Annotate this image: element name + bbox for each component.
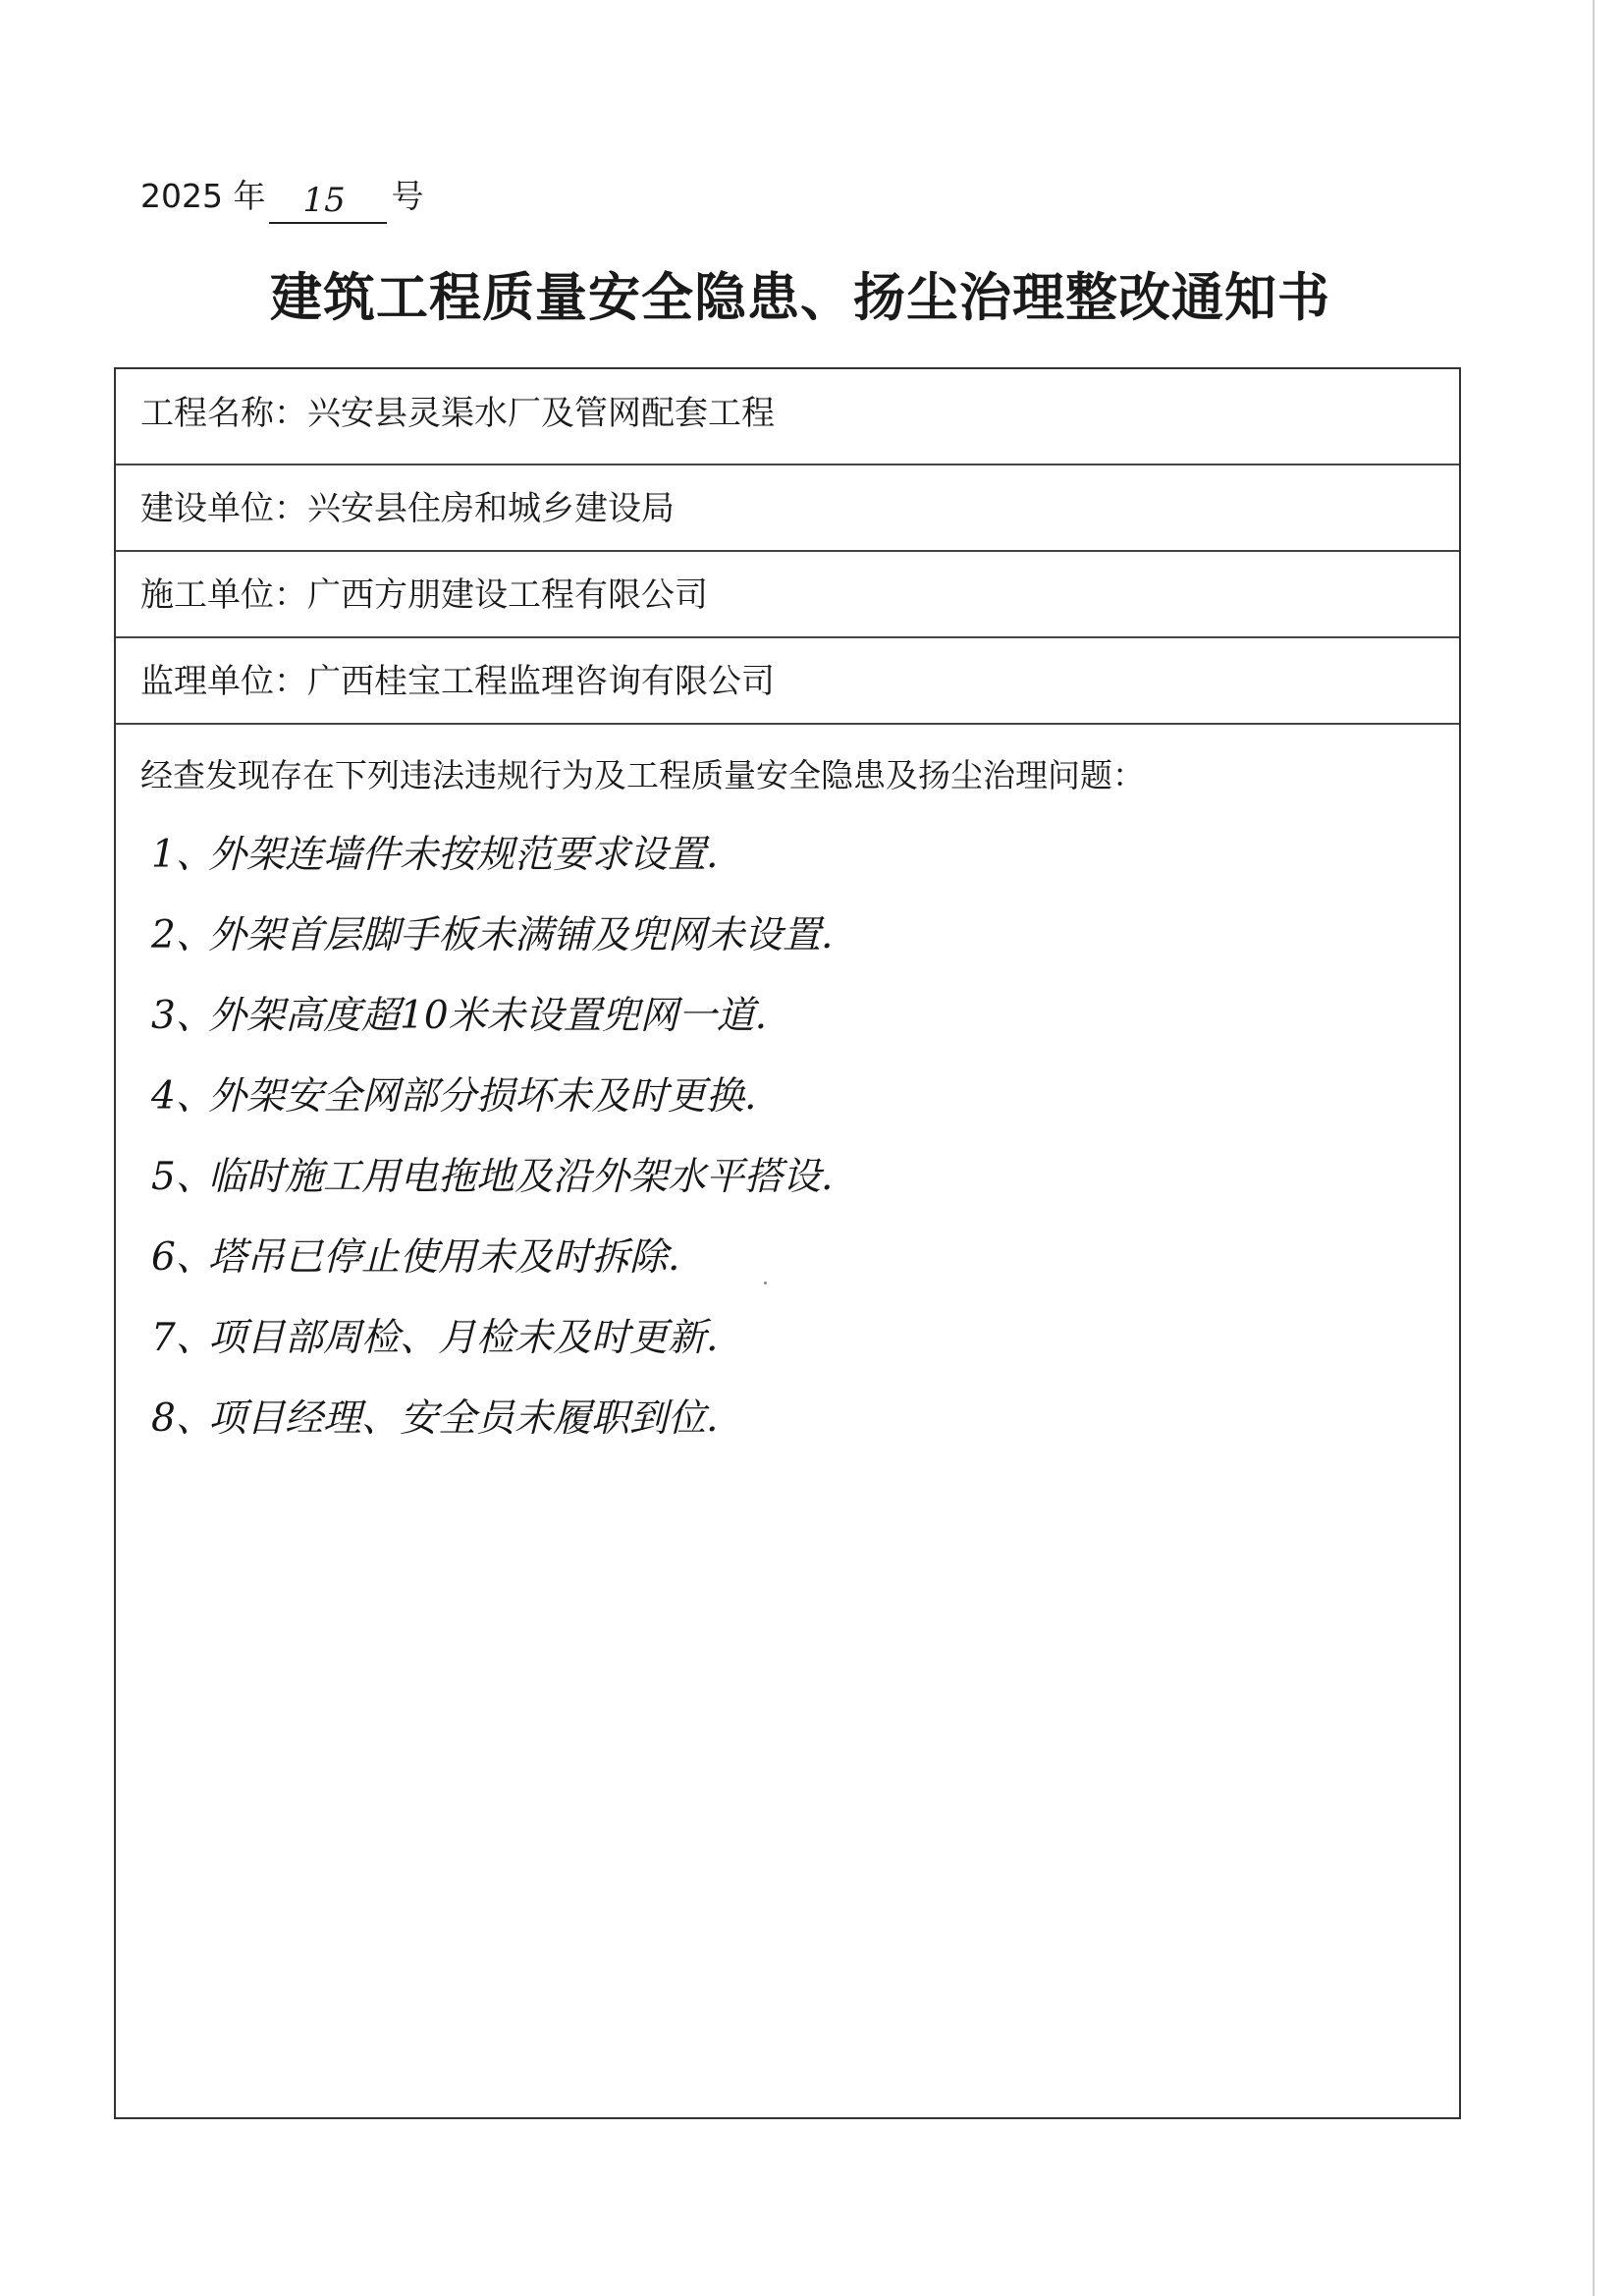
- field-contractor: [116, 552, 1459, 638]
- issue-item: [151, 1137, 833, 1218]
- issue-number: 2、: [151, 913, 214, 957]
- document-year: 2025 年: [140, 177, 266, 215]
- issue-number: 1、: [151, 833, 214, 877]
- document-number: [140, 169, 423, 224]
- issue-text: 项目经理、安全员未履职到位.: [208, 1396, 719, 1441]
- issue-text: 外架首层脚手板未满铺及兜网未设置.: [208, 913, 834, 957]
- issue-text: 外架安全网部分损坏未及时更换.: [208, 1074, 757, 1119]
- issue-text: 外架高度超10米未设置兜网一道.: [208, 994, 768, 1038]
- notice-form: [114, 367, 1461, 2119]
- document-title: 建筑工程质量安全隐患、扬尘治理整改通知书: [270, 267, 1330, 328]
- issue-number: 5、: [151, 1155, 214, 1199]
- document-number-handwritten: 15: [302, 181, 346, 220]
- issue-item: [151, 1379, 833, 1459]
- issues-intro: 经查发现存在下列违法违规行为及工程质量安全隐患及扬尘治理问题：: [140, 756, 1145, 794]
- field-label: 建设单位：: [140, 489, 307, 528]
- page-edge-line: [1593, 0, 1595, 2296]
- field-project-name: [116, 369, 1459, 465]
- issue-item: [151, 1298, 833, 1379]
- field-value: 广西桂宝工程监理咨询有限公司: [307, 662, 775, 701]
- field-construction-unit: [116, 465, 1459, 552]
- field-label: 监理单位：: [140, 662, 307, 701]
- issue-number: 4、: [151, 1074, 214, 1119]
- issue-text: 项目部周检、月检未及时更新.: [208, 1316, 719, 1360]
- document-number-blank: [269, 179, 387, 224]
- scan-speck: [764, 1282, 767, 1285]
- field-label: 工程名称：: [140, 394, 307, 433]
- field-supervisor: [116, 638, 1459, 725]
- issue-text: 外架连墙件未按规范要求设置.: [208, 833, 719, 877]
- issue-text: 临时施工用电拖地及沿外架水平搭设.: [208, 1155, 834, 1199]
- issue-number: 7、: [151, 1316, 214, 1360]
- field-value: 兴安县灵渠水厂及管网配套工程: [307, 394, 775, 433]
- field-value: 广西方朋建设工程有限公司: [307, 575, 708, 615]
- field-value: 兴安县住房和城乡建设局: [307, 489, 675, 528]
- issues-section: [116, 725, 1459, 2117]
- issue-number: 3、: [151, 994, 214, 1038]
- issue-item: [151, 976, 833, 1057]
- document-number-suffix: 号: [391, 177, 424, 215]
- issue-item: [151, 1218, 833, 1298]
- issue-list: [151, 815, 833, 1459]
- field-label: 施工单位：: [140, 575, 307, 615]
- issue-number: 6、: [151, 1235, 214, 1280]
- issue-number: 8、: [151, 1396, 214, 1441]
- issue-item: [151, 896, 833, 976]
- issue-text: 塔吊已停止使用未及时拆除.: [208, 1235, 680, 1280]
- issue-item: [151, 815, 833, 896]
- issue-item: [151, 1057, 833, 1137]
